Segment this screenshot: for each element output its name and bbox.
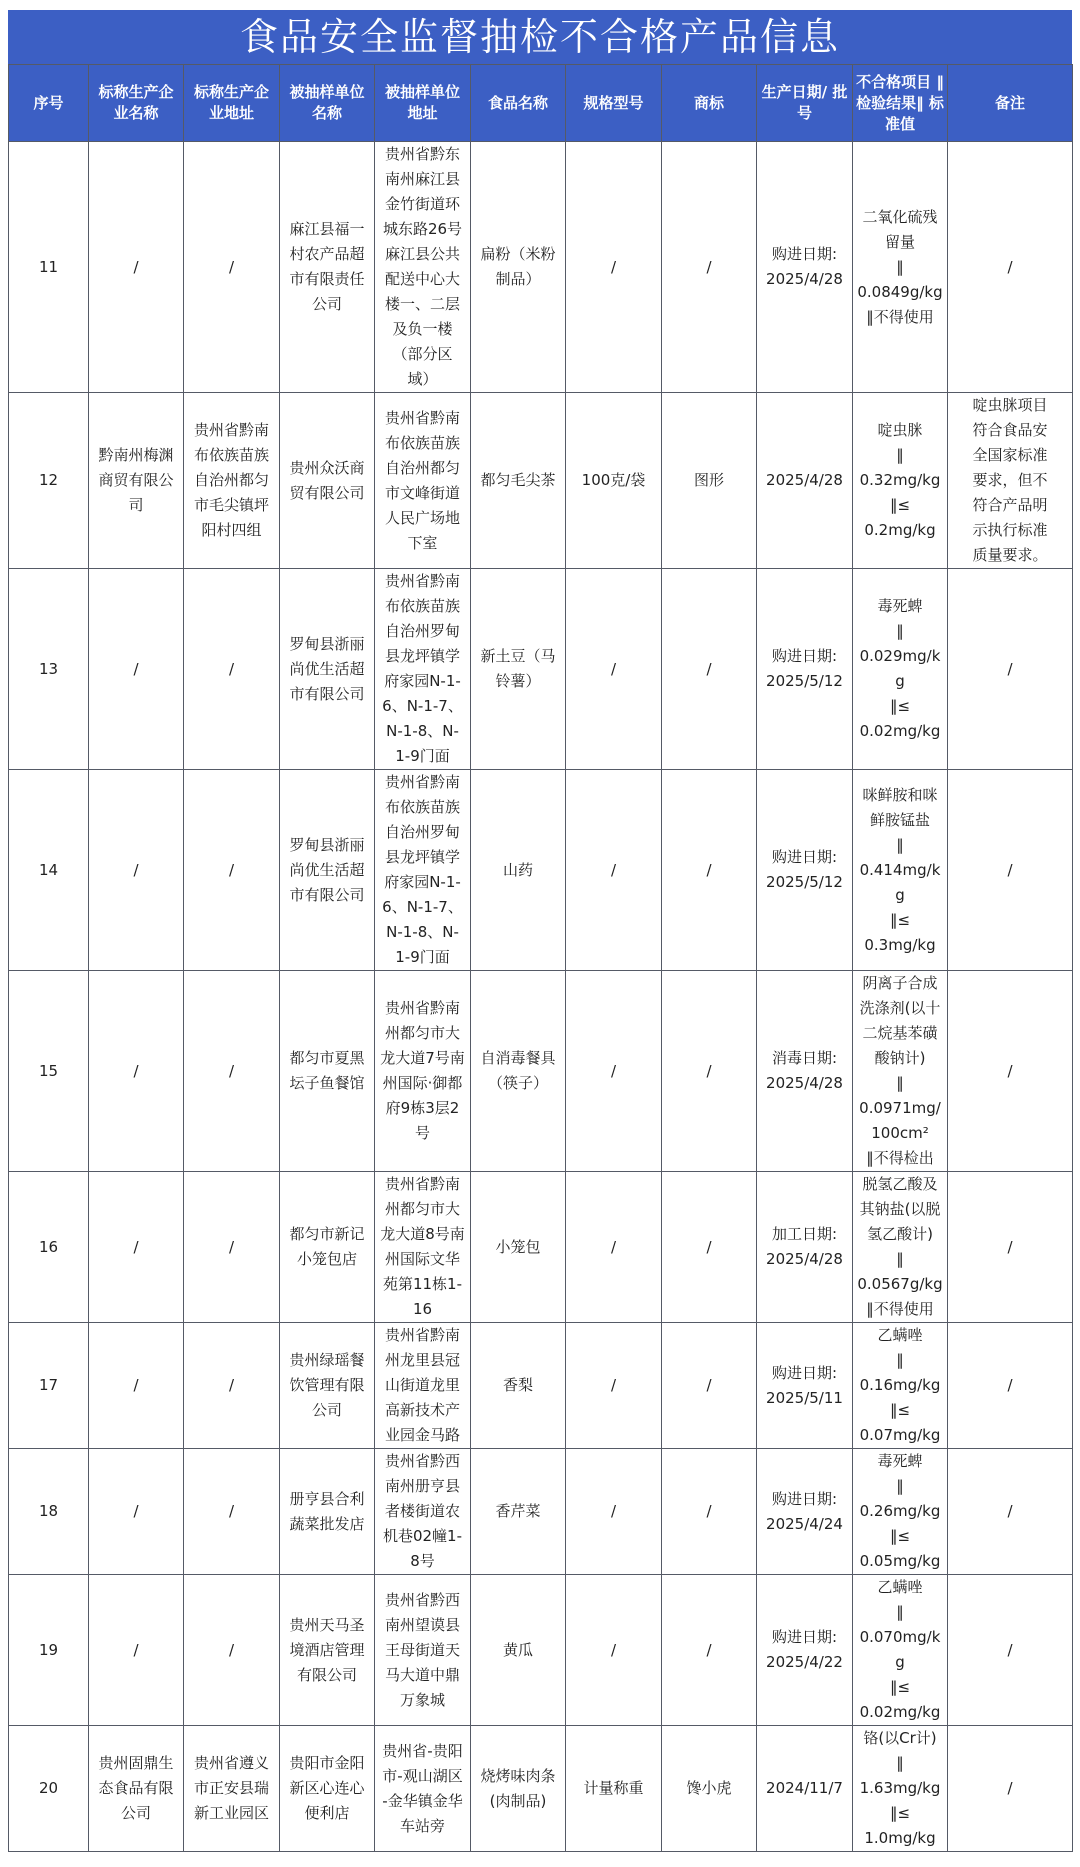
- trademark-cell: 图形: [662, 393, 757, 569]
- spec-cell: /: [566, 1449, 662, 1575]
- sampled-unit-address-cell: 贵州省黔西 南州册亨县 者楼街道农 机巷02幢1- 8号: [375, 1449, 471, 1575]
- manufacturer-address-cell: /: [184, 971, 280, 1172]
- food-name-cell: 山药: [471, 770, 566, 971]
- header-food-name: 食品名称: [471, 65, 566, 142]
- date-batch-cell: 购进日期: 2025/4/22: [757, 1575, 853, 1726]
- food-name-cell: 小笼包: [471, 1172, 566, 1323]
- trademark-cell: /: [662, 1575, 757, 1726]
- seq-cell: 19: [9, 1575, 89, 1726]
- trademark-cell: /: [662, 142, 757, 393]
- food-name-cell: 黄瓜: [471, 1575, 566, 1726]
- food-name-cell: 新土豆（马 铃薯）: [471, 569, 566, 770]
- trademark-cell: /: [662, 770, 757, 971]
- food-name-cell: 烧烤味肉条 (肉制品): [471, 1726, 566, 1852]
- date-batch-cell: 购进日期: 2025/5/11: [757, 1323, 853, 1449]
- header-trademark: 商标: [662, 65, 757, 142]
- spec-cell: /: [566, 1323, 662, 1449]
- food-name-cell: 扁粉（米粉 制品）: [471, 142, 566, 393]
- header-sampled-unit-name: 被抽样单位 名称: [280, 65, 375, 142]
- sampled-unit-address-cell: 贵州省黔南 州都匀市大 龙大道7号南 州国际·御都 府9栋3层2 号: [375, 971, 471, 1172]
- seq-cell: 18: [9, 1449, 89, 1575]
- trademark-cell: /: [662, 1172, 757, 1323]
- unqualified-result-cell: 咪鲜胺和咪 鲜胺锰盐 ‖ 0.414mg/k g ‖≤ 0.3mg/kg: [853, 770, 948, 971]
- header-date-batch: 生产日期/ 批号: [757, 65, 853, 142]
- table-row: [9, 770, 1073, 971]
- unqualified-products-table: [8, 64, 1073, 1852]
- spec-cell: 100克/袋: [566, 393, 662, 569]
- sampled-unit-address-cell: 贵州省黔南 布依族苗族 自治州罗甸 县龙坪镇学 府家园N-1- 6、N-1-7、 N-1-8、N- 1-9门面: [375, 569, 471, 770]
- date-batch-cell: 加工日期: 2025/4/28: [757, 1172, 853, 1323]
- food-name-cell: 都匀毛尖茶: [471, 393, 566, 569]
- remarks-cell: /: [948, 1449, 1073, 1575]
- spec-cell: /: [566, 971, 662, 1172]
- sampled-unit-name-cell: 贵州众沃商 贸有限公司: [280, 393, 375, 569]
- unqualified-result-cell: 毒死蜱 ‖ 0.26mg/kg ‖≤ 0.05mg/kg: [853, 1449, 948, 1575]
- header-seq: 序号: [9, 65, 89, 142]
- header-manufacturer-name: 标称生产企 业名称: [89, 65, 184, 142]
- sampled-unit-name-cell: 贵州天马圣 境酒店管理 有限公司: [280, 1575, 375, 1726]
- remarks-cell: /: [948, 971, 1073, 1172]
- seq-cell: 12: [9, 393, 89, 569]
- seq-cell: 11: [9, 142, 89, 393]
- manufacturer-name-cell: /: [89, 1323, 184, 1449]
- remarks-cell: /: [948, 1726, 1073, 1852]
- sampled-unit-name-cell: 罗甸县浙丽 尚优生活超 市有限公司: [280, 569, 375, 770]
- manufacturer-name-cell: /: [89, 142, 184, 393]
- date-batch-cell: 购进日期: 2025/4/24: [757, 1449, 853, 1575]
- date-batch-cell: 购进日期: 2025/5/12: [757, 770, 853, 971]
- manufacturer-address-cell: /: [184, 1575, 280, 1726]
- table-row: [9, 1575, 1073, 1726]
- sampled-unit-address-cell: 贵州省黔南 州龙里县冠 山街道龙里 高新技术产 业园金马路: [375, 1323, 471, 1449]
- date-batch-cell: 消毒日期: 2025/4/28: [757, 971, 853, 1172]
- manufacturer-address-cell: /: [184, 142, 280, 393]
- spec-cell: /: [566, 1575, 662, 1726]
- table-row: [9, 1172, 1073, 1323]
- seq-cell: 20: [9, 1726, 89, 1852]
- remarks-cell: /: [948, 142, 1073, 393]
- date-batch-cell: 2024/11/7: [757, 1726, 853, 1852]
- sampled-unit-address-cell: 贵州省黔南 布依族苗族 自治州都匀 市文峰街道 人民广场地 下室: [375, 393, 471, 569]
- unqualified-result-cell: 乙螨唑 ‖ 0.16mg/kg ‖≤ 0.07mg/kg: [853, 1323, 948, 1449]
- sampled-unit-name-cell: 贵阳市金阳 新区心连心 便利店: [280, 1726, 375, 1852]
- sampled-unit-address-cell: 贵州省黔南 州都匀市大 龙大道8号南 州国际文华 苑第11栋1- 16: [375, 1172, 471, 1323]
- sampled-unit-name-cell: 都匀市新记 小笼包店: [280, 1172, 375, 1323]
- manufacturer-address-cell: /: [184, 770, 280, 971]
- trademark-cell: 馋小虎: [662, 1726, 757, 1852]
- unqualified-result-cell: 啶虫脒 ‖ 0.32mg/kg ‖≤ 0.2mg/kg: [853, 393, 948, 569]
- unqualified-result-cell: 脱氢乙酸及 其钠盐(以脱 氢乙酸计) ‖ 0.0567g/kg ‖不得使用: [853, 1172, 948, 1323]
- unqualified-result-cell: 乙螨唑 ‖ 0.070mg/k g ‖≤ 0.02mg/kg: [853, 1575, 948, 1726]
- date-batch-cell: 购进日期: 2025/5/12: [757, 569, 853, 770]
- spec-cell: /: [566, 569, 662, 770]
- manufacturer-address-cell: 贵州省黔南 布依族苗族 自治州都匀 市毛尖镇坪 阳村四组: [184, 393, 280, 569]
- sampled-unit-name-cell: 都匀市夏黑 坛子鱼餐馆: [280, 971, 375, 1172]
- sampled-unit-name-cell: 罗甸县浙丽 尚优生活超 市有限公司: [280, 770, 375, 971]
- header-unqualified-item: 不合格项目 ‖检验结果‖ 标准值: [853, 65, 948, 142]
- table-row: [9, 393, 1073, 569]
- trademark-cell: /: [662, 971, 757, 1172]
- manufacturer-address-cell: /: [184, 1172, 280, 1323]
- unqualified-result-cell: 阴离子合成 洗涤剂(以十 二烷基苯磺 酸钠计) ‖ 0.0971mg/ 100cm² ‖不得检出: [853, 971, 948, 1172]
- table-row: [9, 142, 1073, 393]
- unqualified-result-cell: 二氧化硫残 留量 ‖ 0.0849g/kg ‖不得使用: [853, 142, 948, 393]
- manufacturer-name-cell: 贵州固鼎生 态食品有限 公司: [89, 1726, 184, 1852]
- remarks-cell: 啶虫脒项目 符合食品安 全国家标准 要求，但不 符合产品明 示执行标准 质量要求。: [948, 393, 1073, 569]
- remarks-cell: /: [948, 1172, 1073, 1323]
- table-row: [9, 971, 1073, 1172]
- spec-cell: /: [566, 142, 662, 393]
- remarks-cell: /: [948, 770, 1073, 971]
- sampled-unit-address-cell: 贵州省黔南 布依族苗族 自治州罗甸 县龙坪镇学 府家园N-1- 6、N-1-7、 N-1-8、N- 1-9门面: [375, 770, 471, 971]
- trademark-cell: /: [662, 1323, 757, 1449]
- header-remarks: 备注: [948, 65, 1073, 142]
- manufacturer-name-cell: /: [89, 770, 184, 971]
- header-row: [9, 65, 1073, 142]
- manufacturer-address-cell: 贵州省遵义 市正安县瑞 新工业园区: [184, 1726, 280, 1852]
- manufacturer-name-cell: /: [89, 1449, 184, 1575]
- manufacturer-address-cell: /: [184, 1449, 280, 1575]
- food-name-cell: 自消毒餐具 （筷子）: [471, 971, 566, 1172]
- trademark-cell: /: [662, 569, 757, 770]
- date-batch-cell: 2025/4/28: [757, 393, 853, 569]
- header-manufacturer-address: 标称生产企 业地址: [184, 65, 280, 142]
- sampled-unit-name-cell: 麻江县福一 村农产品超 市有限责任 公司: [280, 142, 375, 393]
- seq-cell: 17: [9, 1323, 89, 1449]
- table-row: [9, 569, 1073, 770]
- header-sampled-unit-address: 被抽样单位 地址: [375, 65, 471, 142]
- page-title: 食品安全监督抽检不合格产品信息: [8, 10, 1072, 64]
- manufacturer-name-cell: 黔南州梅渊 商贸有限公 司: [89, 393, 184, 569]
- unqualified-result-cell: 毒死蜱 ‖ 0.029mg/k g ‖≤ 0.02mg/kg: [853, 569, 948, 770]
- remarks-cell: /: [948, 569, 1073, 770]
- seq-cell: 15: [9, 971, 89, 1172]
- table-row: [9, 1726, 1073, 1852]
- manufacturer-address-cell: /: [184, 569, 280, 770]
- sampled-unit-name-cell: 贵州绿瑶餐 饮管理有限 公司: [280, 1323, 375, 1449]
- sampled-unit-name-cell: 册亨县合利 蔬菜批发店: [280, 1449, 375, 1575]
- spec-cell: 计量称重: [566, 1726, 662, 1852]
- spec-cell: /: [566, 770, 662, 971]
- spec-cell: /: [566, 1172, 662, 1323]
- remarks-cell: /: [948, 1575, 1073, 1726]
- manufacturer-name-cell: /: [89, 1172, 184, 1323]
- sampled-unit-address-cell: 贵州省-贵阳 市-观山湖区 -金华镇金华 车站旁: [375, 1726, 471, 1852]
- sampled-unit-address-cell: 贵州省黔西 南州望谟县 王母街道天 马大道中鼎 万象城: [375, 1575, 471, 1726]
- sampled-unit-address-cell: 贵州省黔东 南州麻江县 金竹街道环 城东路26号 麻江县公共 配送中心大 楼一、二层 及负一楼 （部分区 域）: [375, 142, 471, 393]
- table-row: [9, 1323, 1073, 1449]
- manufacturer-name-cell: /: [89, 569, 184, 770]
- trademark-cell: /: [662, 1449, 757, 1575]
- manufacturer-name-cell: /: [89, 1575, 184, 1726]
- table-row: [9, 1449, 1073, 1575]
- remarks-cell: /: [948, 1323, 1073, 1449]
- manufacturer-address-cell: /: [184, 1323, 280, 1449]
- manufacturer-name-cell: /: [89, 971, 184, 1172]
- seq-cell: 16: [9, 1172, 89, 1323]
- header-spec: 规格型号: [566, 65, 662, 142]
- seq-cell: 13: [9, 569, 89, 770]
- food-name-cell: 香梨: [471, 1323, 566, 1449]
- seq-cell: 14: [9, 770, 89, 971]
- food-name-cell: 香芹菜: [471, 1449, 566, 1575]
- unqualified-result-cell: 铬(以Cr计) ‖ 1.63mg/kg ‖≤ 1.0mg/kg: [853, 1726, 948, 1852]
- date-batch-cell: 购进日期: 2025/4/28: [757, 142, 853, 393]
